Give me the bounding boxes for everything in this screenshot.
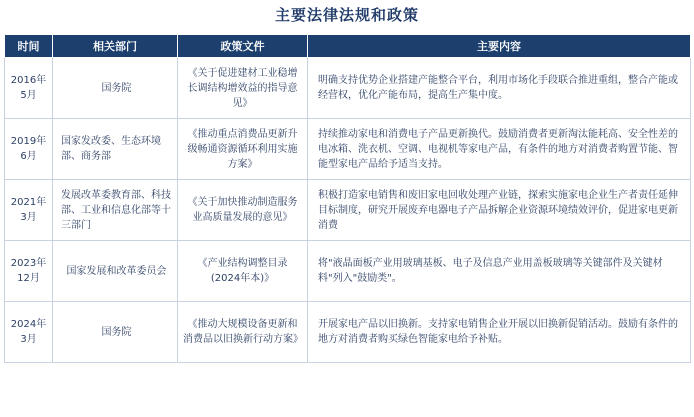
table-row [5,180,691,241]
page-title: 主要法律法规和政策 [274,6,419,24]
cell-time: 2016年5月 [5,58,53,119]
cell-content: 开展家电产品以旧换新。支持家电销售企业开展以旧换新促销活动。鼓励有条件的地方对消费者购买绿色智能家电给予补贴。 [308,302,691,363]
cell-dept: 发展改革委教育部、科技部、工业和信息化部等十三部门 [53,180,178,241]
header-doc: 政策文件 [178,35,308,58]
table-row [5,241,691,302]
table-header-row [5,35,691,58]
cell-doc: 《推动大规模设备更新和消费品以旧换新行动方案》 [178,302,308,363]
cell-dept: 国务院 [53,58,178,119]
header-time: 时间 [5,35,53,58]
cell-content: 持续推动家电和消费电子产品更新换代。鼓励消费者更新淘汰能耗高、安全性差的电冰箱、洗衣机、空调、电视机等家电产品，有条件的地方对消费者购置节能、智能型家电产品给予适当支持。 [308,119,691,180]
cell-doc: 《推动重点消费品更新升级畅通资源循环利用实施方案》 [178,119,308,180]
table-row [5,58,691,119]
cell-dept: 国家发展和改革委员会 [53,241,178,302]
cell-time: 2019年6月 [5,119,53,180]
header-dept: 相关部门 [53,35,178,58]
header-content: 主要内容 [308,35,691,58]
table-row [5,302,691,363]
cell-content: 明确支持优势企业搭建产能整合平台，利用市场化手段联合推进重组，整合产能或经营权，优化产能布局，提高生产集中度。 [308,58,691,119]
table-row [5,119,691,180]
cell-dept: 国务院 [53,302,178,363]
cell-content: 将"液晶面板产业用玻璃基板、电子及信息产业用盖板玻璃等关键部件及关键材料"列入"鼓励类"。 [308,241,691,302]
cell-time: 2021年3月 [5,180,53,241]
cell-doc: 《关于促进建材工业稳增长调结构增效益的指导意见》 [178,58,308,119]
cell-doc: 《关于加快推动制造服务业高质量发展的意见》 [178,180,308,241]
policy-table [4,34,691,363]
cell-doc: 《产业结构调整目录(2024年本)》 [178,241,308,302]
cell-dept: 国家发改委、生态环境部、商务部 [53,119,178,180]
cell-time: 2023年12月 [5,241,53,302]
cell-content: 积极打造家电销售和废旧家电回收处理产业链，探索实施家电企业生产者责任延伸目标制度，研究开展废弃电器电子产品拆解企业资源环境绩效评价，促进家电更新消费 [308,180,691,241]
cell-time: 2024年3月 [5,302,53,363]
